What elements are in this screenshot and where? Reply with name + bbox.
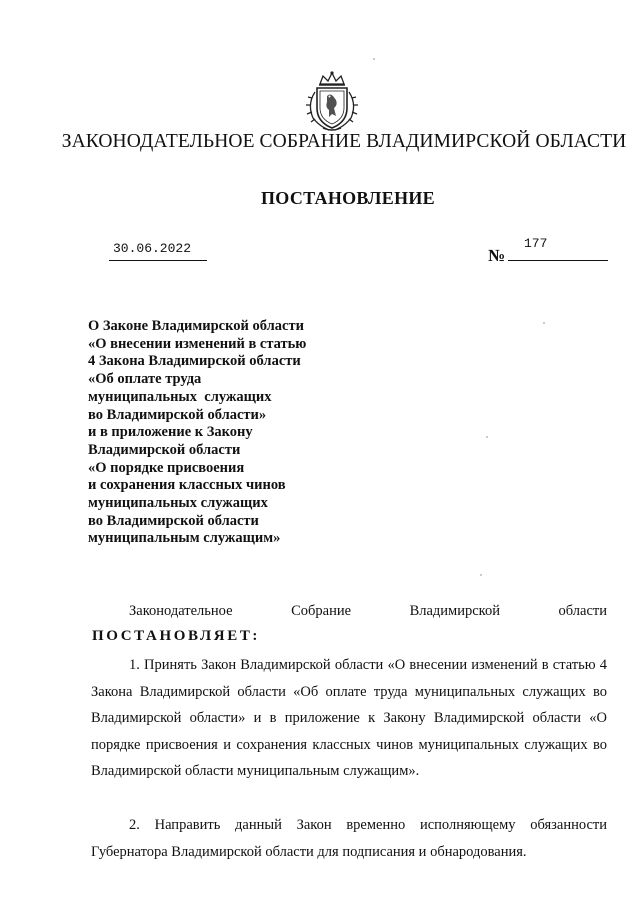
- coat-of-arms-icon: [303, 70, 361, 132]
- subject-line: во Владимирской области»: [88, 406, 267, 423]
- preamble-word: Владимирской: [409, 603, 500, 619]
- subject-line: во Владимирской области: [88, 512, 259, 529]
- organization-title: ЗАКОНОДАТЕЛЬНОЕ СОБРАНИЕ ВЛАДИМИРСКОЙ ОБЛАСТИ: [61, 131, 627, 152]
- subject-line: «Об оплате труда: [88, 371, 202, 388]
- preamble-word: Законодательное: [129, 603, 233, 619]
- scan-speck: [486, 436, 488, 438]
- preamble-word: Собрание: [291, 603, 352, 619]
- subject-line: и в приложение к Закону: [88, 424, 253, 441]
- document-date: 30.06.2022: [113, 241, 192, 256]
- subject-line: «О порядке присвоения: [88, 459, 245, 476]
- subject-line: «О внесении изменений в статью: [88, 335, 307, 352]
- preamble-line: [129, 603, 607, 620]
- number-label: №: [488, 246, 506, 265]
- preamble-word: области: [558, 603, 607, 619]
- subject-line: О Законе Владимирской области: [88, 318, 304, 334]
- resolution-paragraph-2: 2. Направить данный Закон временно исполняющему обязанности Губернатора Владимирской области для подписания и обнародования.: [91, 817, 607, 860]
- subject-line: муниципальных служащих: [88, 388, 272, 405]
- subject-line: муниципальных служащих: [88, 495, 268, 512]
- subject-line: Владимирской области: [88, 441, 241, 458]
- subject-line: 4 Закона Владимирской области: [88, 353, 301, 370]
- scan-speck: [480, 574, 482, 576]
- document-subject: [88, 318, 408, 548]
- resolution-paragraph-1: 1. Принять Закон Владимирской области «О внесении изменений в статью 4 Закона Владимирской области «Об оплате труда муниципальных служащих во Владимирской области» и в приложение к Закону Владимирской области «О порядке присвоения и сохранения классных чинов муниципальных служащих во Владимирской области муниципальным служащим».: [91, 657, 607, 780]
- document-type-title: ПОСТАНОВЛЕНИЕ: [261, 188, 435, 208]
- number-underline: [508, 242, 608, 261]
- decree-word: ПОСТАНОВЛЯЕТ:: [92, 628, 261, 644]
- scan-speck: [373, 58, 375, 60]
- document-number: 177: [524, 236, 548, 251]
- subject-line: муниципальным служащим»: [88, 530, 281, 547]
- subject-line: и сохранения классных чинов: [88, 477, 286, 494]
- scan-speck: [543, 322, 545, 324]
